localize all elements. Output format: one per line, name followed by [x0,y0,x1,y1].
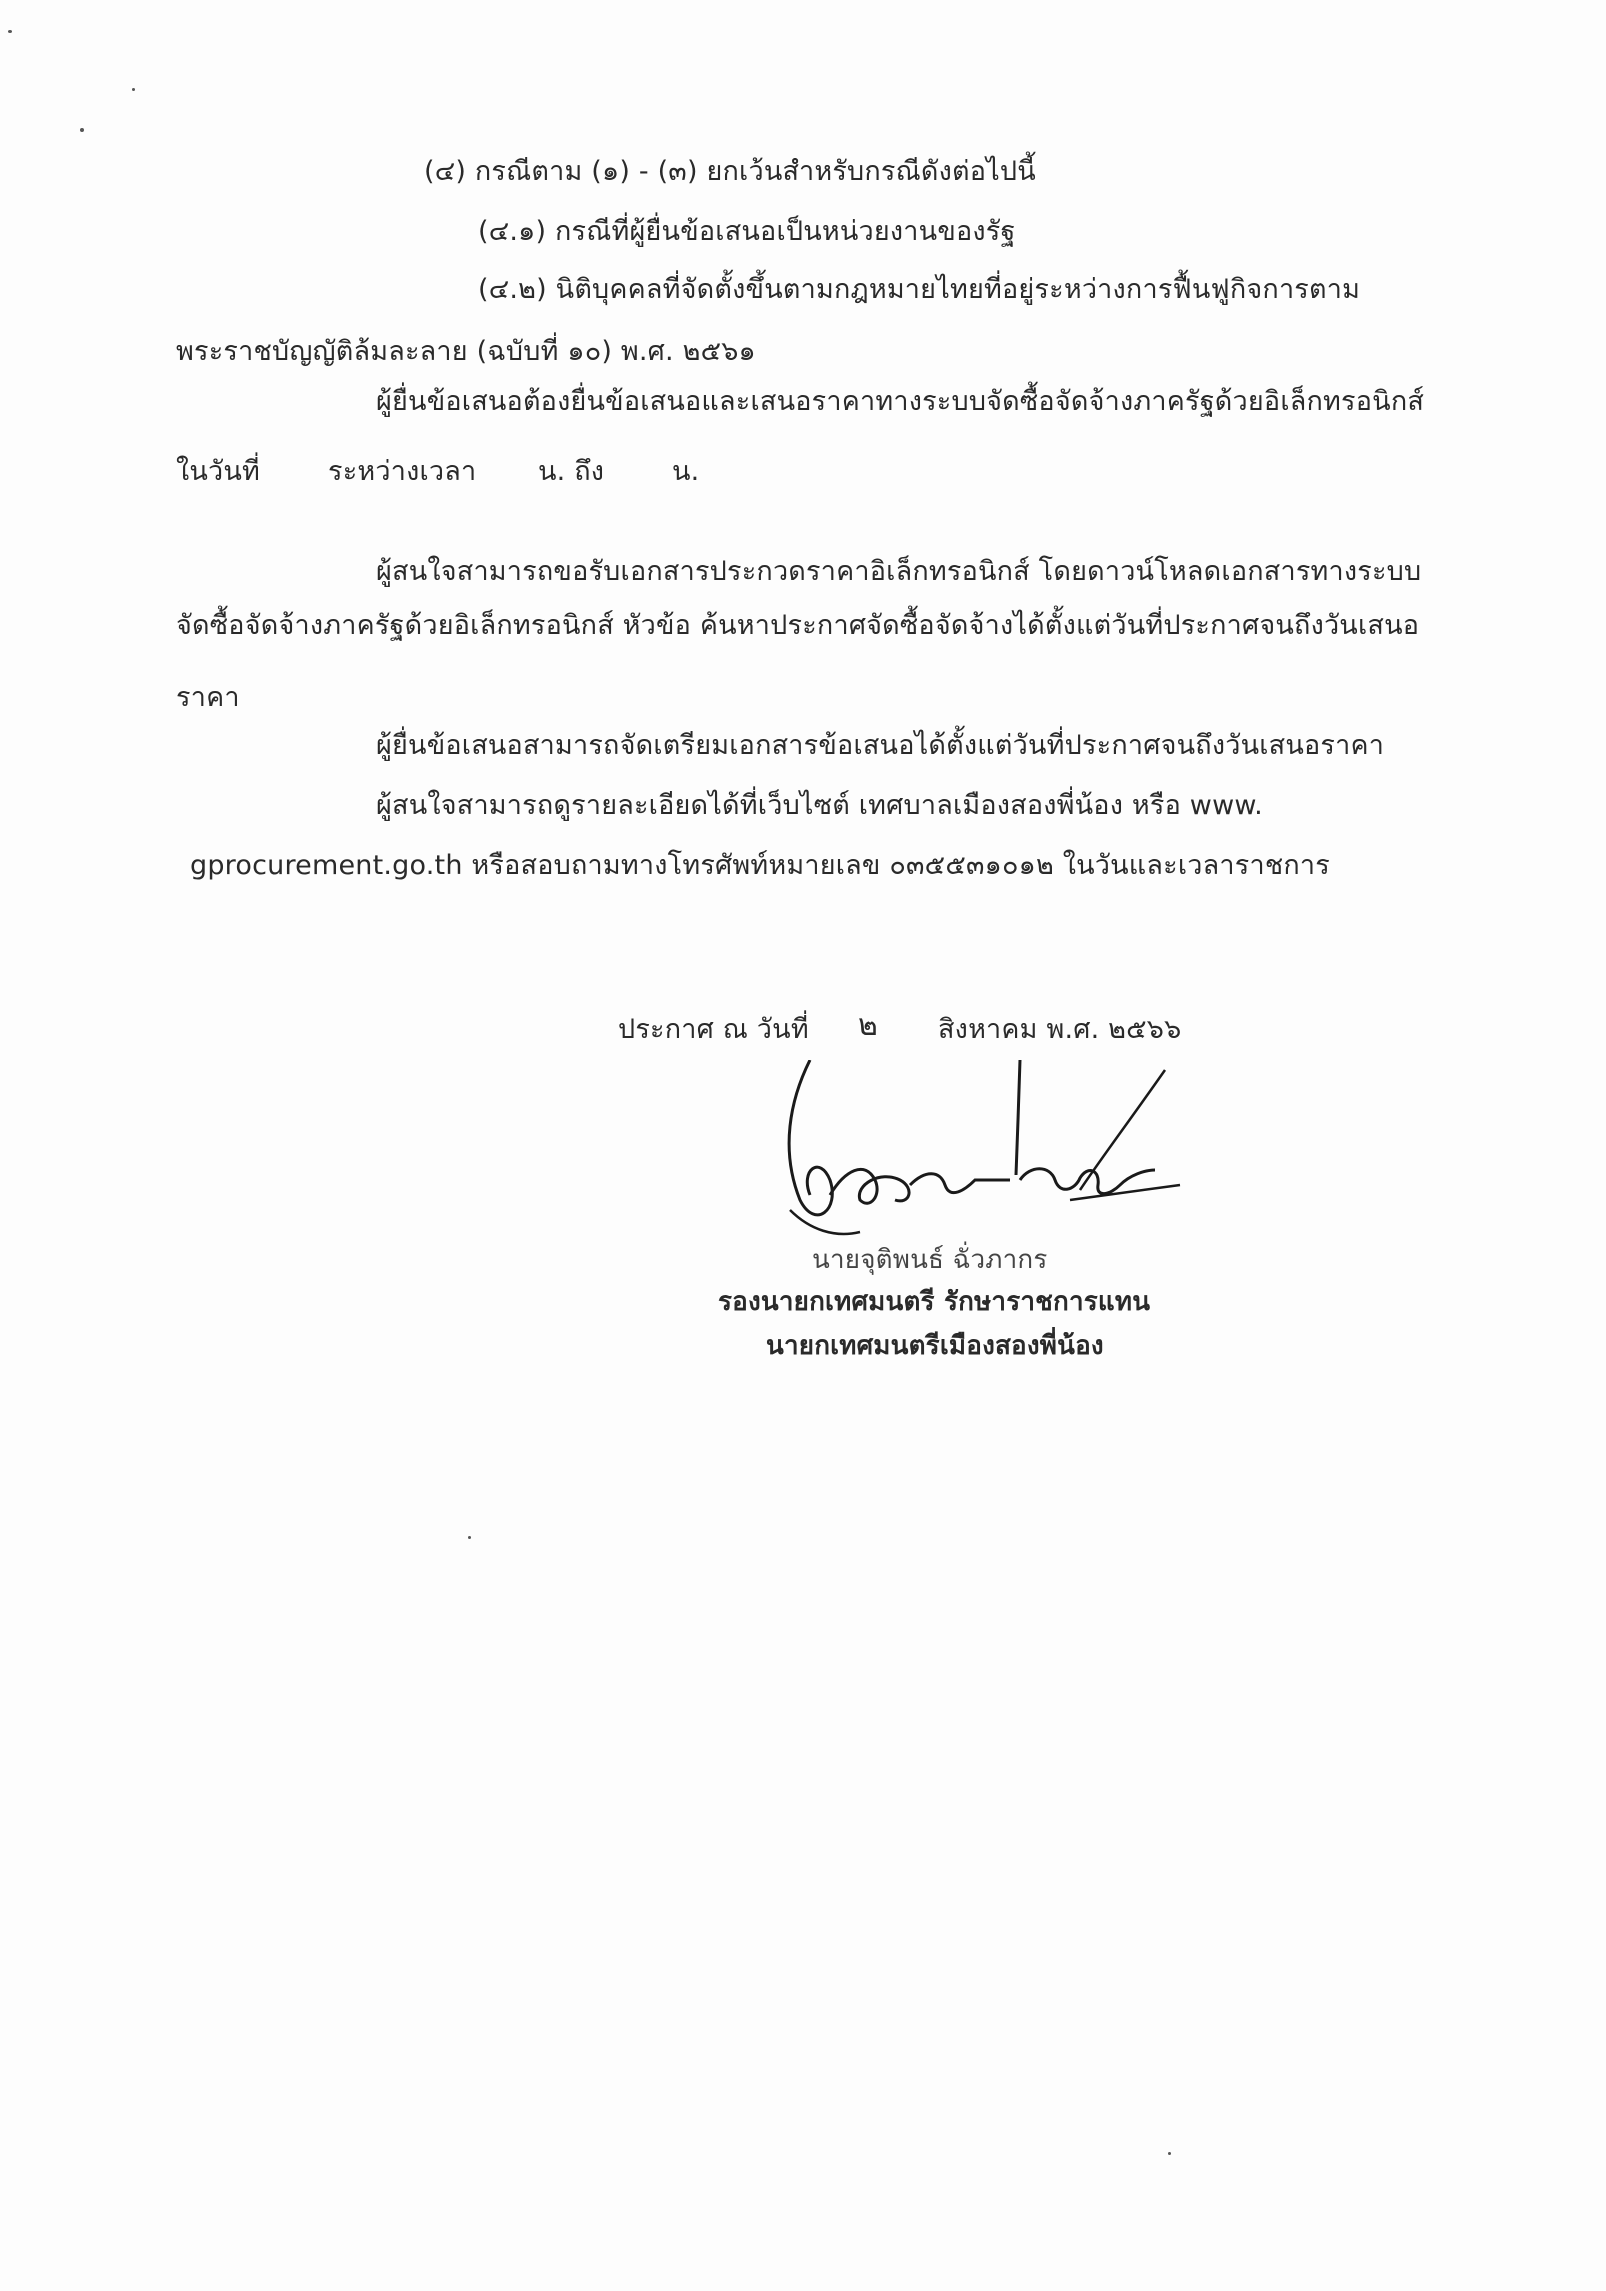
download-paragraph-end: ราคา [176,682,240,713]
signatory-position-2: นายกเทศมนตรีเมืองสองพี่น้อง [766,1331,1104,1361]
download-paragraph-cont: จัดซื้อจัดจ้างภาครัฐด้วยอิเล็กทรอนิกส์ หัวข้อ ค้นหาประกาศจัดซื้อจัดจ้างได้ตั้งแต่วันที่ประกาศจนถึงวันเสนอ [176,610,1420,641]
submission-date-label: ในวันที่ [176,456,261,487]
submission-time-end: น. [672,456,700,487]
clause-4-2-cont: พระราชบัญญัติล้มละลาย (ฉบับที่ ๑๐) พ.ศ. ๒๕๖๑ [176,336,756,367]
contact-paragraph: ผู้สนใจสามารถดูรายละเอียดได้ที่เว็บไซต์ เทศบาลเมืองสองพี่น้อง หรือ www. [376,790,1263,821]
prepare-paragraph: ผู้ยื่นข้อเสนอสามารถจัดเตรียมเอกสารข้อเสนอได้ตั้งแต่วันที่ประกาศจนถึงวันเสนอราคา [376,730,1385,761]
announcement-month-year: สิงหาคม พ.ศ. ๒๕๖๖ [938,1014,1182,1045]
submission-time-label: ระหว่างเวลา [328,456,477,487]
clause-4-1: (๔.๑) กรณีที่ผู้ยื่นข้อเสนอเป็นหน่วยงานของรัฐ [478,216,1016,247]
scan-speck [80,128,84,132]
clause-4-2: (๔.๒) นิติบุคคลที่จัดตั้งขึ้นตามกฎหมายไทยที่อยู่ระหว่างการฟื้นฟูกิจการตาม [478,274,1361,305]
submission-time-to: น. ถึง [538,456,605,487]
signatory-name: นายจุติพนธ์ ฉั่วภากร [812,1245,1048,1275]
clause-4: (๔) กรณีตาม (๑) - (๓) ยกเว้นสำหรับกรณีดังต่อไปนี้ [424,156,1036,187]
announcement-day: ๒ [858,1008,878,1043]
scan-speck [1168,2152,1171,2155]
signature [770,1060,1200,1250]
download-paragraph: ผู้สนใจสามารถขอรับเอกสารประกวดราคาอิเล็กทรอนิกส์ โดยดาวน์โหลดเอกสารทางระบบ [376,556,1422,587]
scan-speck [132,88,135,91]
signatory-position: รองนายกเทศมนตรี รักษาราชการแทน [718,1287,1151,1317]
announcement-date-prefix: ประกาศ ณ วันที่ [618,1014,809,1045]
scan-speck [8,30,12,33]
submission-paragraph: ผู้ยื่นข้อเสนอต้องยื่นข้อเสนอและเสนอราคาทางระบบจัดซื้อจัดจ้างภาครัฐด้วยอิเล็กทรอนิกส์ [376,386,1425,417]
scan-speck [468,1536,471,1539]
contact-paragraph-cont: gprocurement.go.th หรือสอบถามทางโทรศัพท์หมายเลข ๐๓๕๕๓๑๐๑๒ ในวันและเวลาราชการ [190,850,1330,881]
